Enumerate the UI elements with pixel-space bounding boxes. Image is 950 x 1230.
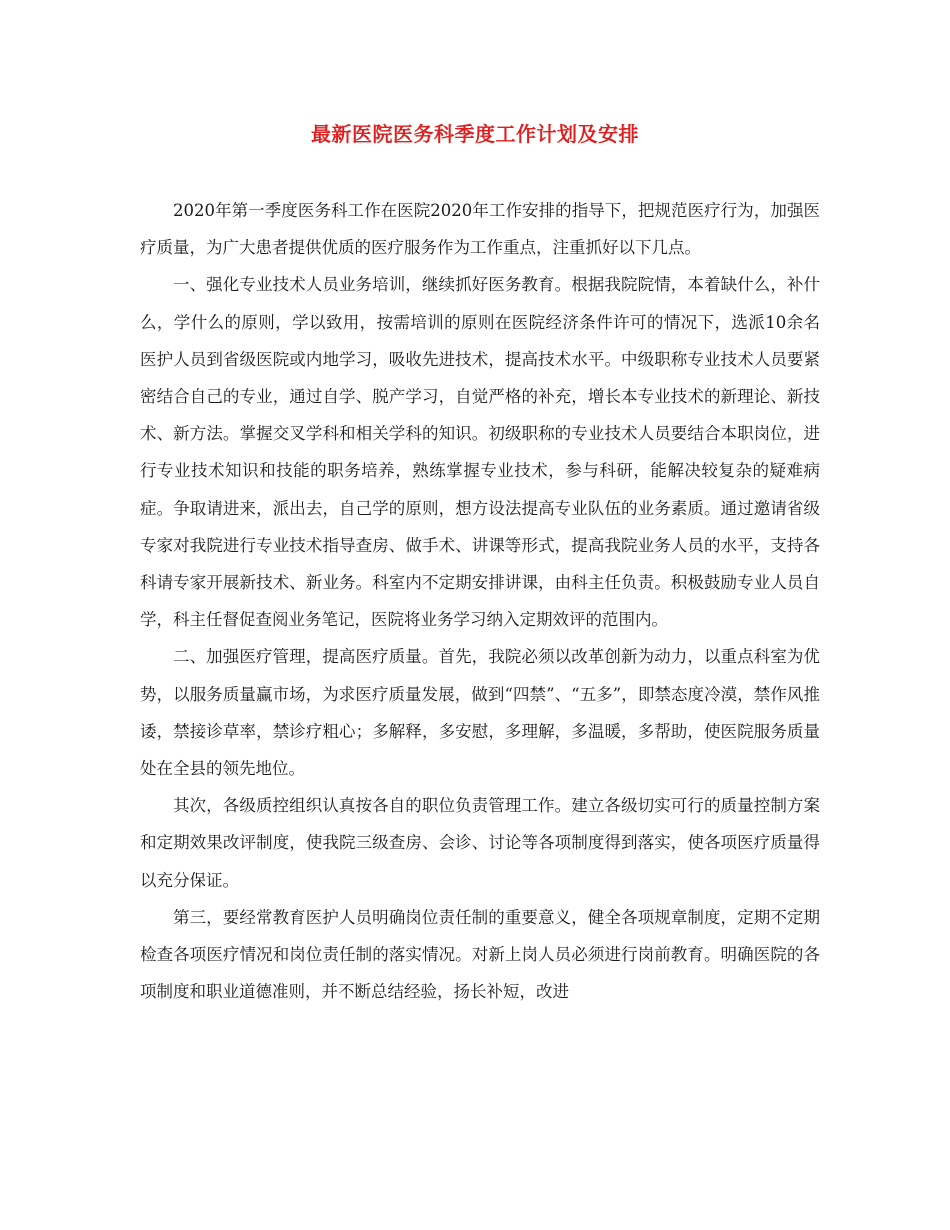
document-title: 最新医院医务科季度工作计划及安排 — [311, 122, 639, 146]
paragraph-quality-control: 其次，各级质控组织认真按各自的职位负责管理工作。建立各级切实可行的质量控制方案和定期效果改评制度，使我院三级查房、会诊、讨论等各项制度得到落实，使各项医疗质量得以充分保证。 — [140, 796, 820, 890]
paragraph-responsibility: 第三，要经常教育医护人员明确岗位责任制的重要意义，健全各项规章制度，定期不定期检查各项医疗情况和岗位责任制的落实情况。对新上岗人员必须进行岗前教育。明确医院的各项制度和职业道德准则，并不断总结经验，扬长补短，改进 — [140, 907, 820, 1002]
paragraph-training: 一、强化专业技术人员业务培训，继续抓好医务教育。根据我院院情，本着缺什么，补什么，学什么的原则，学以致用，按需培训的原则在医院经济条件许可的情况下，选派10余名医护人员到省级医院或内地学习，吸收先进技术，提高技术水平。中级职称专业技术人员要紧密结合自己的专业，通过自学、脱产学习，自觉严格的补充，增长本专业技术的新理论、新技术、新方法。掌握交叉学科和相关学科的知识。初级职称的专业技术人员要结合本职岗位，进行专业技术知识和技能的职务培养，熟练掌握专业技术，参与科研，能解决较复杂的疑难病症。争取请进来，派出去，自己学的原则，想方设法提高专业队伍的业务素质。通过邀请省级专家对我院进行专业技术指导查房、做手术、讲课等形式，提高我院业务人员的水平，支持各科请专家开展新技术、新业务。科室内不定期安排讲课，由科主任负责。积极鼓励专业人员自学，科主任督促查阅业务笔记，医院将业务学习纳入定期效评的范围内。 — [140, 275, 820, 630]
paragraph-quality: 二、加强医疗管理，提高医疗质量。首先，我院必须以改革创新为动力，以重点科室为优势，以服务质量赢市场，为求医疗质量发展，做到“四禁”、“五多”，即禁态度冷漠，禁作风推诿，禁接诊草率，禁诊疗粗心；多解释，多安慰，多理解，多温暖，多帮助，使医院服务质量处在全县的领先地位。 — [140, 647, 820, 779]
document-body — [140, 192, 820, 1010]
paragraph-intro: 2020年第一季度医务科工作在医院2020年工作安排的指导下，把规范医疗行为，加强医疗质量，为广大患者提供优质的医疗服务作为工作重点，注重抓好以下几点。 — [140, 201, 820, 258]
